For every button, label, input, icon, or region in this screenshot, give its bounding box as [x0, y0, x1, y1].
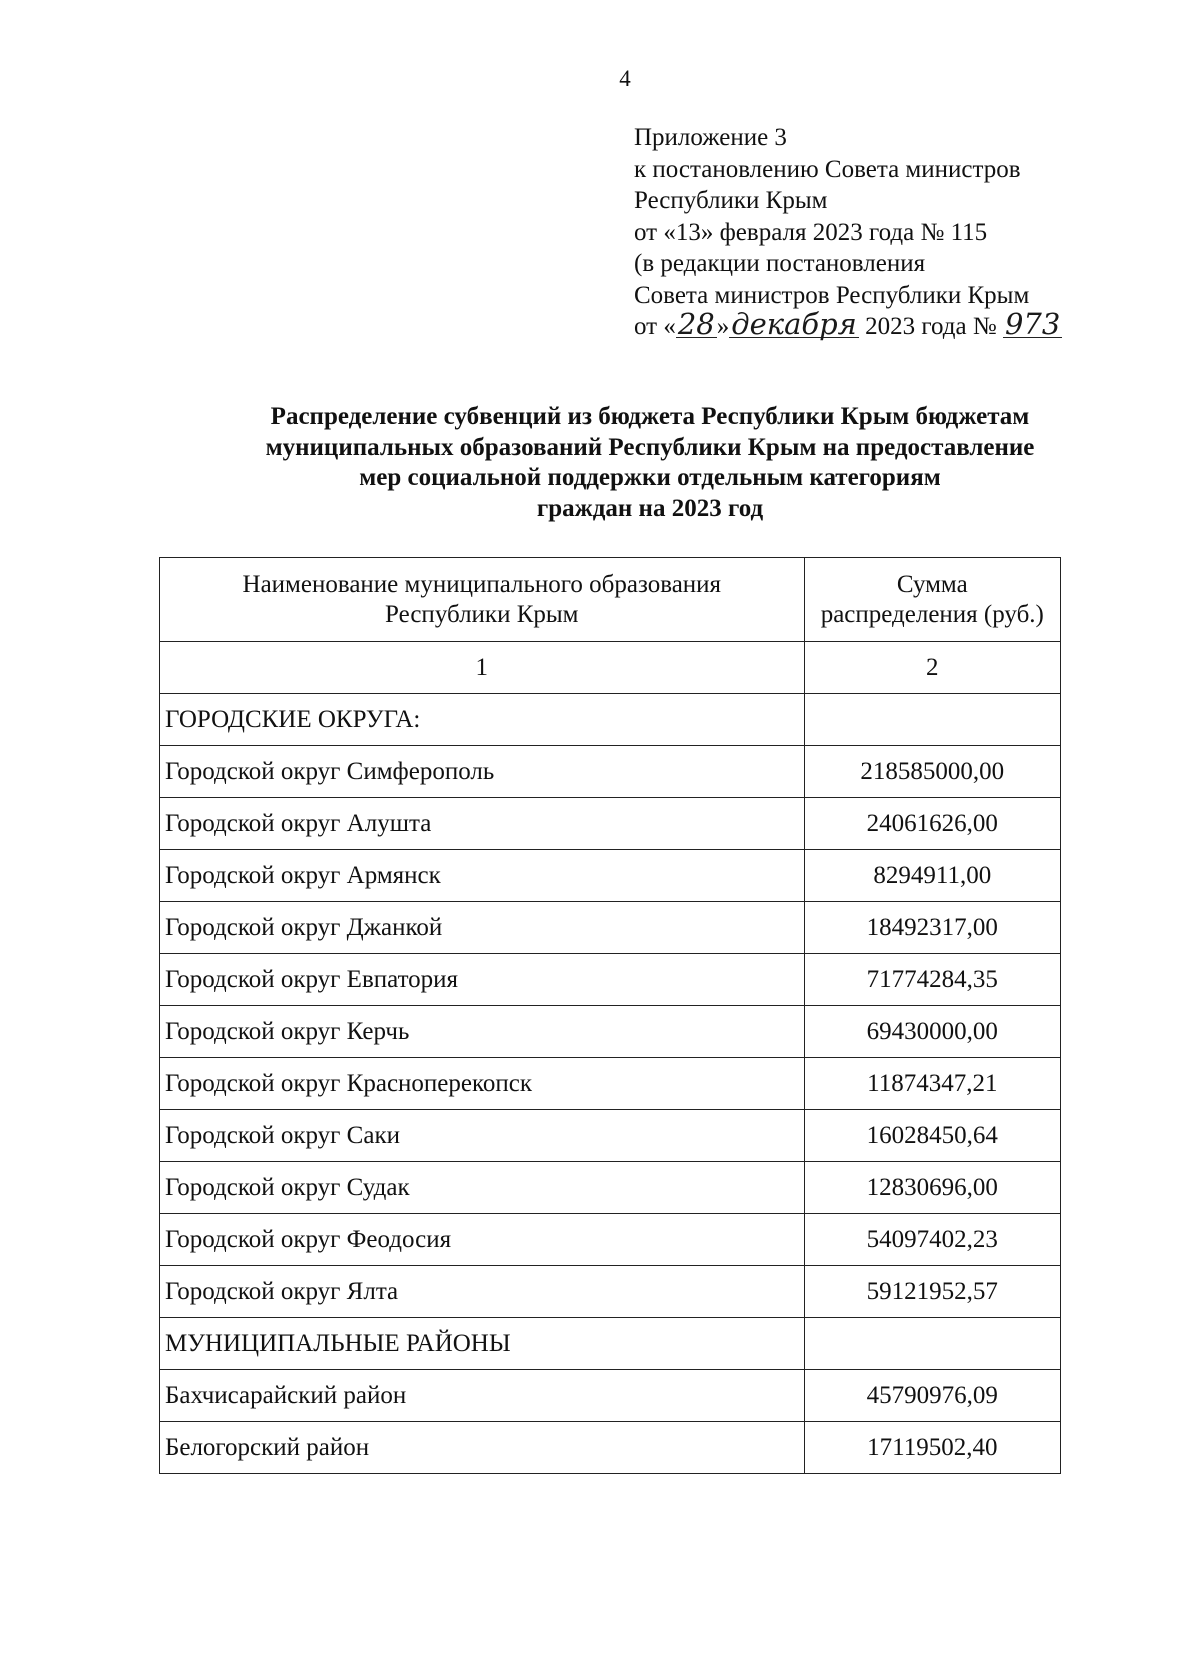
municipality-name: Белогорский район — [160, 1422, 805, 1474]
table-row — [160, 1422, 1061, 1474]
header-municipality — [160, 558, 805, 642]
appendix-line: от «13» февраля 2023 года № 115 — [634, 218, 988, 246]
handwritten-month: декабря — [731, 307, 857, 341]
municipality-name: Городской округ Армянск — [160, 850, 805, 902]
table-row — [160, 1370, 1061, 1422]
table-row — [160, 1318, 1061, 1370]
title-line: Распределение субвенций из бюджета Республики Крым бюджетам — [270, 403, 1030, 430]
header-amount-line: распределения (руб.) — [820, 600, 1044, 628]
table-row — [160, 1110, 1061, 1162]
appendix-line: (в редакции постановления — [634, 250, 926, 277]
municipality-name: Городской округ Евпатория — [160, 954, 805, 1006]
table-row — [160, 954, 1061, 1006]
distribution-amount: 24061626,00 — [804, 798, 1060, 850]
distribution-amount: 218585000,00 — [804, 746, 1060, 798]
column-number-row — [160, 642, 1061, 694]
table-row — [160, 694, 1061, 746]
distribution-amount: 8294911,00 — [804, 850, 1060, 902]
distribution-amount: 11874347,21 — [804, 1058, 1060, 1110]
distribution-amount: 69430000,00 — [804, 1006, 1060, 1058]
appendix-line: к постановлению Совета министров — [634, 155, 1021, 183]
distribution-table — [159, 557, 1061, 1474]
distribution-amount: 12830696,00 — [804, 1162, 1060, 1214]
municipality-name: Городской округ Судак — [160, 1162, 805, 1214]
header-municipality-line: Наименование муниципального образования — [242, 570, 722, 598]
appendix-line: Приложение 3 — [634, 124, 787, 151]
date-suffix: 2023 года № — [858, 313, 1003, 340]
title-line: мер социальной поддержки отдельным категориям — [359, 464, 941, 491]
municipality-name: Городской округ Джанкой — [160, 902, 805, 954]
distribution-amount: 71774284,35 — [804, 954, 1060, 1006]
header-amount-line: Сумма — [896, 570, 968, 598]
appendix-line: Республики Крым — [634, 187, 828, 214]
municipality-name: Городской округ Ялта — [160, 1266, 805, 1318]
distribution-amount — [804, 694, 1060, 746]
distribution-amount: 54097402,23 — [804, 1214, 1060, 1266]
table-row — [160, 1162, 1061, 1214]
distribution-amount: 16028450,64 — [804, 1110, 1060, 1162]
table-row — [160, 1214, 1061, 1266]
table-row — [160, 902, 1061, 954]
municipality-name: МУНИЦИПАЛЬНЫЕ РАЙОНЫ — [160, 1318, 805, 1370]
date-prefix: от « — [634, 313, 676, 340]
handwritten-day: 28 — [677, 307, 715, 341]
appendix-header — [634, 122, 1154, 343]
table-row — [160, 746, 1061, 798]
header-amount — [804, 558, 1060, 642]
document-title — [150, 402, 1150, 524]
distribution-amount: 59121952,57 — [804, 1266, 1060, 1318]
date-quote: » — [716, 313, 730, 340]
municipality-name: Городской округ Алушта — [160, 798, 805, 850]
title-line: муниципальных образований Республики Крым на предоставление — [265, 433, 1035, 461]
title-line: граждан на 2023 год — [536, 494, 764, 522]
municipality-name: Городской округ Феодосия — [160, 1214, 805, 1266]
distribution-amount — [804, 1318, 1060, 1370]
header-municipality-line: Республики Крым — [385, 600, 579, 628]
table-row — [160, 1006, 1061, 1058]
appendix-date-line — [634, 307, 1154, 343]
table-row — [160, 850, 1061, 902]
distribution-amount: 17119502,40 — [804, 1422, 1060, 1474]
column-number: 2 — [804, 642, 1060, 694]
municipality-name: Бахчисарайский район — [160, 1370, 805, 1422]
distribution-amount: 18492317,00 — [804, 902, 1060, 954]
page-number: 4 — [619, 66, 631, 91]
column-number: 1 — [160, 642, 805, 694]
handwritten-number: 973 — [1004, 307, 1061, 341]
table-header-row — [160, 558, 1061, 642]
appendix-line: Совета министров Республики Крым — [634, 281, 1030, 309]
municipality-name: Городской округ Керчь — [160, 1006, 805, 1058]
table-row — [160, 1058, 1061, 1110]
municipality-name: Городской округ Саки — [160, 1110, 805, 1162]
municipality-name: Городской округ Симферополь — [160, 746, 805, 798]
table-row — [160, 798, 1061, 850]
municipality-name: Городской округ Красноперекопск — [160, 1058, 805, 1110]
table-row — [160, 1266, 1061, 1318]
municipality-name: ГОРОДСКИЕ ОКРУГА: — [160, 694, 805, 746]
distribution-amount: 45790976,09 — [804, 1370, 1060, 1422]
